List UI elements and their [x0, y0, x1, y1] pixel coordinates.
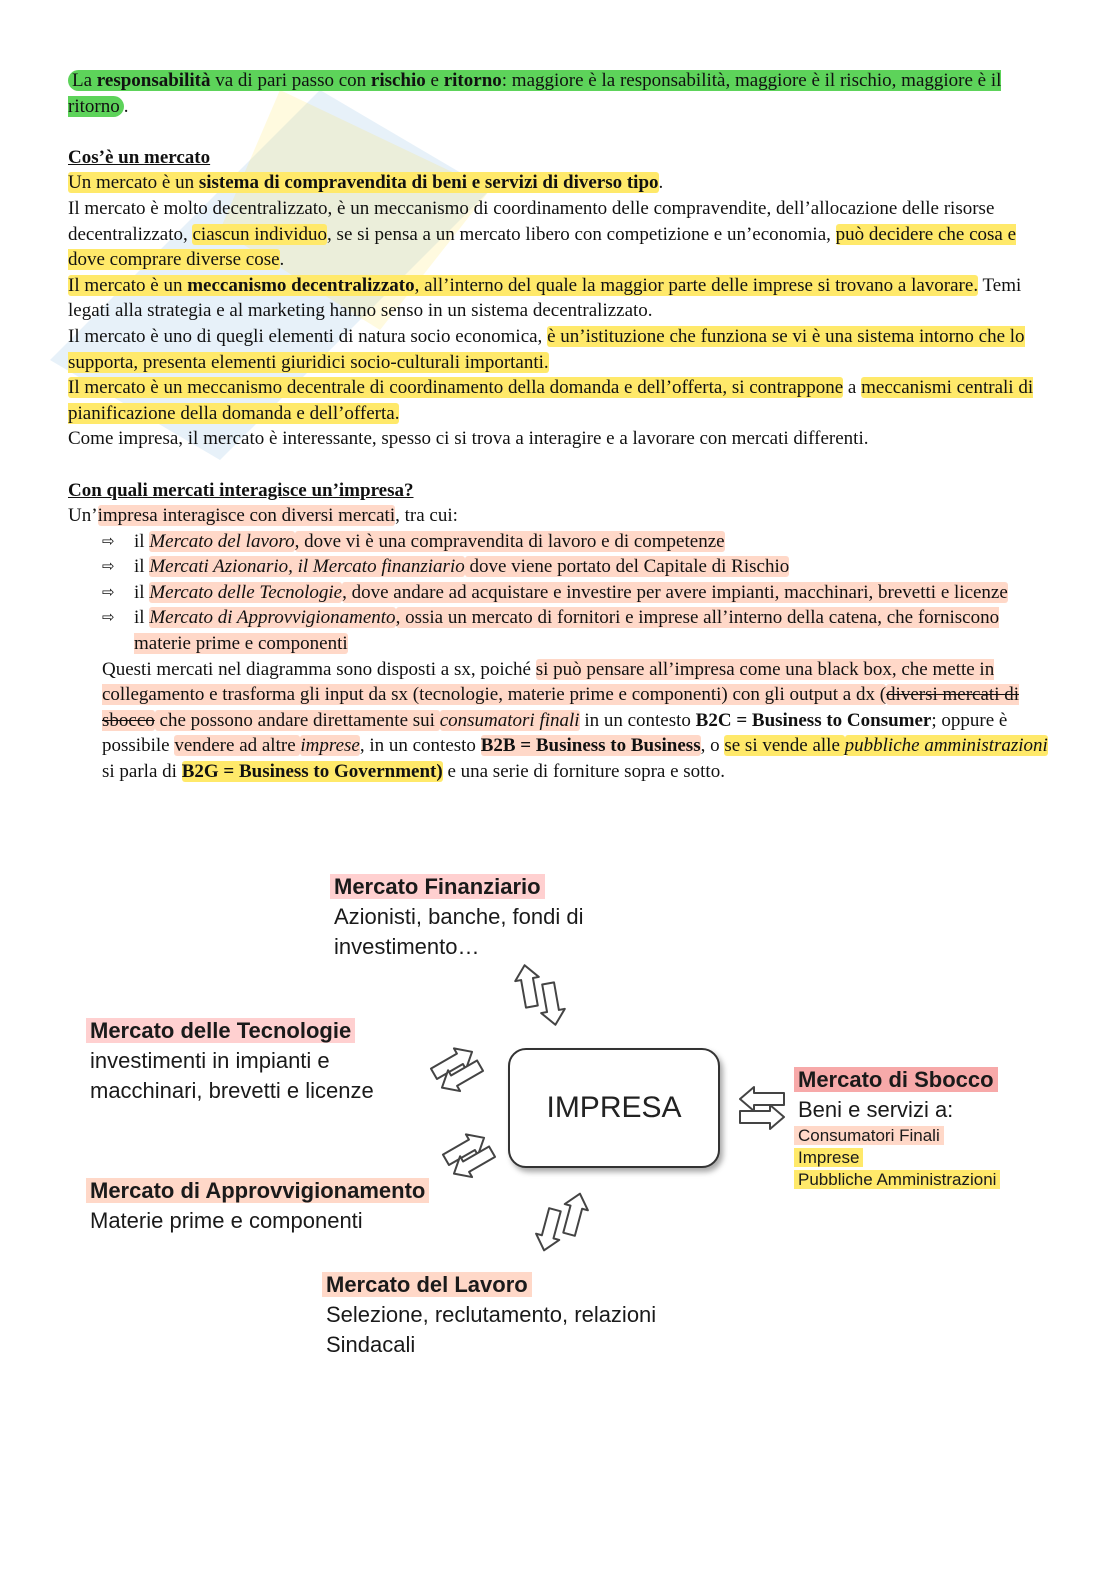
- arrow-right-icon: ⇨: [102, 557, 115, 576]
- double-arrow-icon: [440, 1127, 498, 1184]
- arrow-right-icon: ⇨: [102, 531, 115, 550]
- section1-p6: Come impresa, il mercato è interessante, spesso ci si trova a interagire e a lavorare con mercati differenti.: [68, 428, 869, 450]
- list-item: ⇨ il Mercato di Approvvigionamento, ossia un mercato di fornitori e imprese all’interno della catena, che forniscono materie prime e componenti: [102, 607, 1000, 655]
- double-arrow-icon: [532, 1185, 591, 1258]
- section1-p4: Il mercato è uno di quegli elementi di natura socio economica, è un’istituzione che funziona se vi è una sistema intorno che lo supporta, presenta elementi giuridici socio-culturali importanti.: [68, 325, 1025, 373]
- section-heading-mercati-impresa: Con quali mercati interagisce un’impresa?: [68, 479, 414, 501]
- arrow-right-icon: ⇨: [102, 608, 115, 627]
- section-heading-mercato: Cos’è un mercato: [68, 146, 211, 168]
- double-arrow-icon: [428, 1041, 486, 1098]
- double-arrow-icon: [513, 960, 567, 1031]
- double-arrow-icon: [740, 1087, 784, 1129]
- section1-p1: Un mercato è un sistema di compravendita di beni e servizi di diverso tipo.: [68, 172, 664, 194]
- list-item: ⇨ il Mercato delle Tecnologie, dove andare ad acquistare e investire per avere impianti, macchinari, brevetti e licenze: [102, 580, 1048, 606]
- section2-intro: Un’impresa interagisce con diversi mercati, tra cui:: [68, 505, 458, 527]
- mercato-sbocco-label: Mercato di Sbocco Beni e servizi a: Consumatori Finali Imprese Pubbliche Amministrazioni: [794, 1065, 1000, 1191]
- markets-list: [68, 529, 1048, 657]
- intro-paragraph: La responsabilità va di pari passo con rischio e ritorno: maggiore è la responsabilità, maggiore è il rischio, maggiore è il ritorno .: [68, 70, 1002, 117]
- arrow-right-icon: ⇨: [102, 582, 115, 601]
- list-item: ⇨ il Mercati Azionario, il Mercato finanziario dove viene portato del Capitale di Rischio: [102, 554, 1048, 580]
- mercato-finanziario-label: Mercato Finanziario Azionisti, banche, fondi di investimento…: [330, 872, 584, 962]
- section2-paragraph: Questi mercati nel diagramma sono disposti a sx, poiché si può pensare all’impresa come una black box, che mette in collegamento e trasforma gli input da sx (tecnologie, materie prime e componenti) con gli output a dx (diversi mercati di sbocco che possono andare direttamente sui consumatori finali in un contesto B2C = Business to Consumer; oppure è possibile vendere ad altre imprese, in un contesto B2B = Business to Business, o se si vende alle pubbliche amministrazioni si parla di B2G = Business to Government) e una serie di forniture sopra e sotto.: [102, 658, 1048, 783]
- list-item: ⇨ il Mercato del lavoro, dove vi è una compravendita di lavoro e di competenze: [102, 529, 1048, 555]
- section1-p5: Il mercato è un meccanismo decentrale di coordinamento della domanda e dell’offerta, si contrappone a meccanismi centrali di pianificazione della domanda e dell’offerta.: [68, 377, 1034, 424]
- document-body: [68, 68, 1048, 785]
- section1-p2: Il mercato è molto decentralizzato, è un meccanismo di coordinamento delle compravendite, dell’allocazione delle risorse decentralizzato, ciascun individuo, se si pensa a un mercato libero con competizione e un’economia, può decidere che cosa e dove comprare diverse cose.: [68, 197, 1017, 271]
- impresa-box: IMPRESA: [508, 1048, 720, 1168]
- mercato-approvvigionamento-label: Mercato di Approvvigionamento Materie prime e componenti: [86, 1176, 429, 1236]
- mercato-lavoro-label: Mercato del Lavoro Selezione, reclutamento, relazioni Sindacali: [322, 1270, 656, 1360]
- mercato-tecnologie-label: Mercato delle Tecnologie investimenti in impianti e macchinari, brevetti e licenze: [86, 1016, 374, 1106]
- markets-diagram: [0, 860, 1116, 1380]
- section1-p3: Il mercato è un meccanismo decentralizzato, all’interno del quale la maggior parte delle imprese si trovano a lavorare. Temi legati alla strategia e al marketing hanno senso in un sistema decentralizzato.: [68, 274, 1022, 322]
